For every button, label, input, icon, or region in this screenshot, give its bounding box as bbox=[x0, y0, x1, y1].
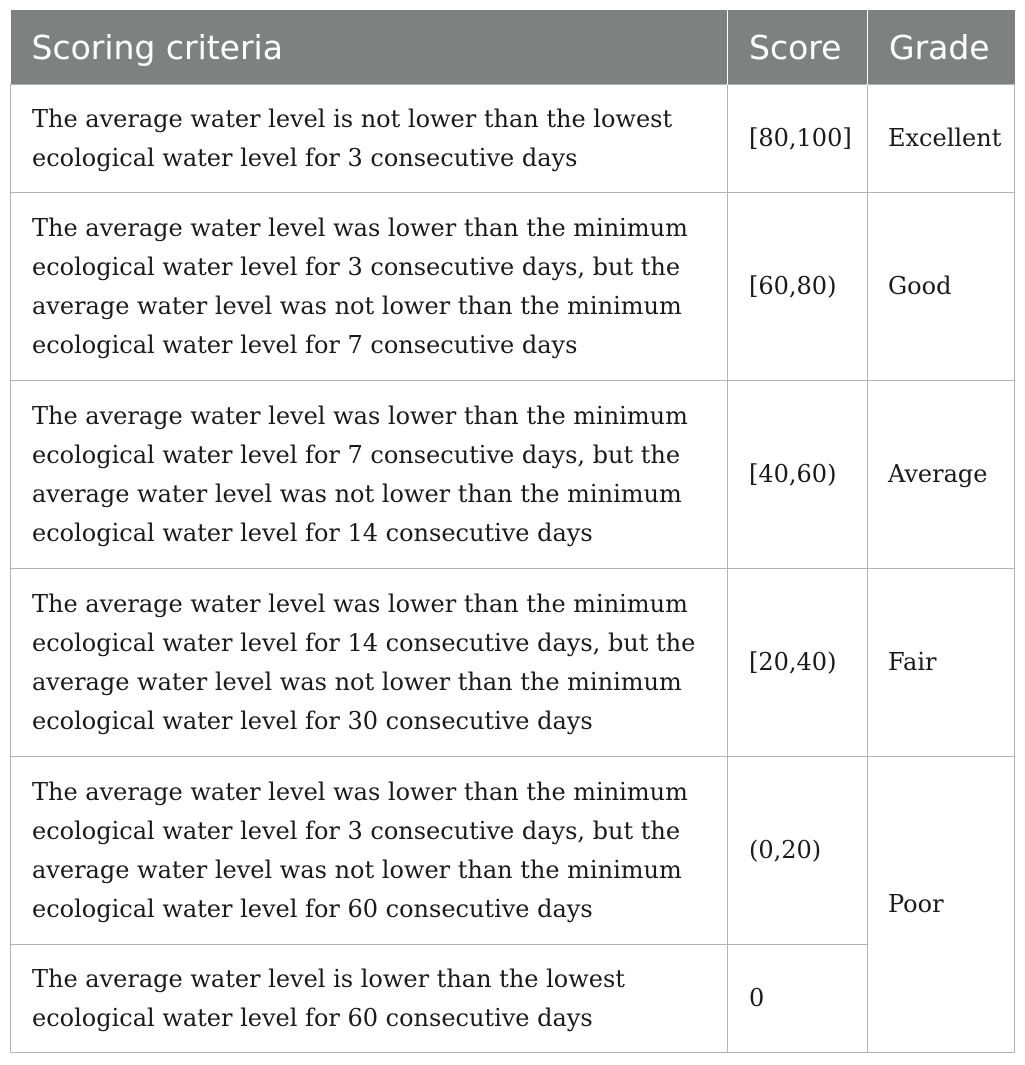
criteria-cell: The average water level was lower than the minimum ecological water level for 3 consecutive days, but the average water level was not lower than the minimum ecological water level for 7 consecutive days bbox=[11, 193, 728, 381]
grade-cell: Fair bbox=[868, 569, 1015, 757]
table-row bbox=[11, 569, 1015, 757]
grade-cell: Good bbox=[868, 193, 1015, 381]
grade-cell: Average bbox=[868, 381, 1015, 569]
criteria-cell: The average water level is not lower than the lowest ecological water level for 3 consecutive days bbox=[11, 85, 728, 193]
score-cell: (0,20) bbox=[728, 757, 868, 945]
score-cell: [20,40) bbox=[728, 569, 868, 757]
score-cell: [80,100] bbox=[728, 85, 868, 193]
table-row bbox=[11, 381, 1015, 569]
table-row bbox=[11, 945, 1015, 1053]
grade-cell: Poor bbox=[868, 757, 1015, 1053]
table-row bbox=[11, 193, 1015, 381]
score-cell: [60,80) bbox=[728, 193, 868, 381]
header-grade: Grade bbox=[868, 10, 1015, 85]
criteria-cell: The average water level was lower than the minimum ecological water level for 7 consecutive days, but the average water level was not lower than the minimum ecological water level for 14 consecutive days bbox=[11, 381, 728, 569]
criteria-cell: The average water level was lower than the minimum ecological water level for 3 consecutive days, but the average water level was not lower than the minimum ecological water level for 60 consecutive days bbox=[11, 757, 728, 945]
criteria-cell: The average water level was lower than the minimum ecological water level for 14 consecutive days, but the average water level was not lower than the minimum ecological water level for 30 consecutive days bbox=[11, 569, 728, 757]
header-row bbox=[11, 10, 1015, 85]
header-score: Score bbox=[728, 10, 868, 85]
table-row bbox=[11, 85, 1015, 193]
table-row bbox=[11, 757, 1015, 945]
grade-cell: Excellent bbox=[868, 85, 1015, 193]
header-scoring-criteria: Scoring criteria bbox=[11, 10, 728, 85]
scoring-criteria-table bbox=[10, 10, 1015, 1053]
score-cell: 0 bbox=[728, 945, 868, 1053]
criteria-cell: The average water level is lower than the lowest ecological water level for 60 consecutive days bbox=[11, 945, 728, 1053]
score-cell: [40,60) bbox=[728, 381, 868, 569]
